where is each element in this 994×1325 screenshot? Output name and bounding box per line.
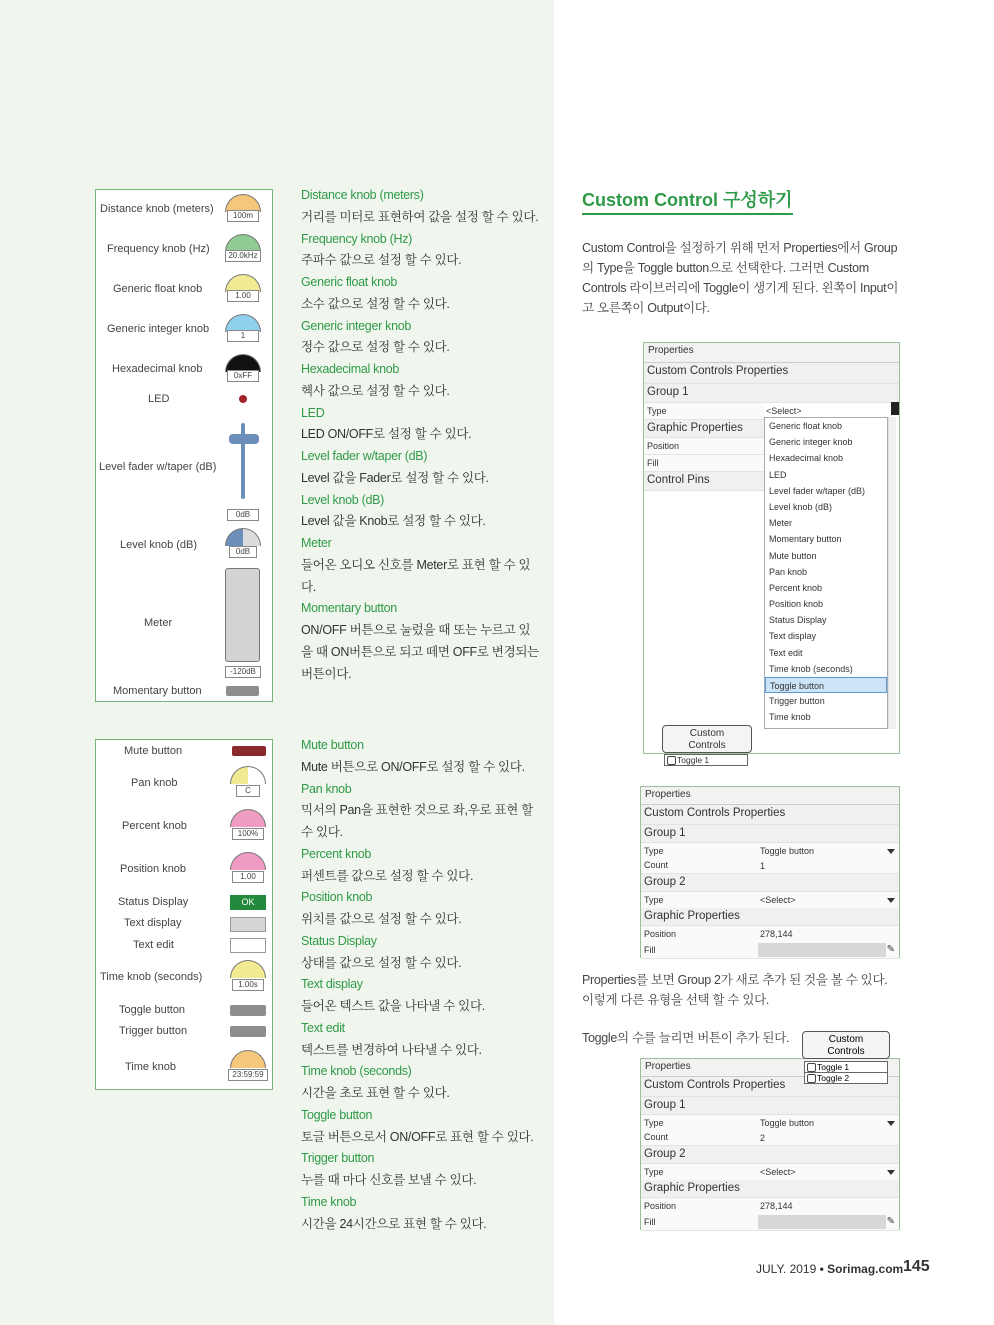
position-label: Position: [644, 1201, 677, 1211]
position-label: Position: [647, 441, 680, 451]
description-title: Hexadecimal knob: [301, 362, 400, 376]
controls-panel-2: [95, 739, 273, 1090]
control-label: Frequency knob (Hz): [107, 243, 210, 255]
dropdown-option[interactable]: Meter: [769, 518, 793, 529]
value-box: 100m: [227, 210, 259, 222]
percent-knob[interactable]: [230, 809, 266, 827]
description-text: 믹서의 Pan을 표현한 것으로 좌,우로 표현 할 수 있다.: [301, 803, 533, 839]
graphic-properties-label: Graphic Properties: [644, 420, 764, 438]
dropdown-arrow-icon[interactable]: [887, 849, 895, 854]
position-value[interactable]: 278,144: [760, 1201, 793, 1211]
value-box: 23:59:59: [228, 1069, 268, 1081]
description-text: 헥사 값으로 설정 할 수 있다.: [301, 383, 450, 398]
description-text: 주파수 값으로 설정 할 수 있다.: [301, 253, 462, 268]
control-label: Momentary button: [113, 685, 202, 697]
dropdown-option[interactable]: Momentary button: [769, 534, 842, 545]
dropdown-option[interactable]: Hexadecimal knob: [769, 453, 844, 464]
description-text: LED ON/OFF로 설정 할 수 있다.: [301, 427, 472, 442]
time-knob[interactable]: [230, 1050, 266, 1068]
group-label: Group 1: [641, 825, 899, 843]
description-title: Generic integer knob: [301, 318, 412, 333]
dropdown-arrow-icon[interactable]: [887, 898, 895, 903]
description-text: 퍼센트를 값으로 설정 할 수 있다.: [301, 868, 474, 883]
description-title: LED: [301, 405, 325, 420]
dropdown-option[interactable]: Level fader w/taper (dB): [769, 485, 866, 496]
dropdown-option[interactable]: Text display: [769, 631, 817, 642]
control-label: Text edit: [133, 939, 174, 951]
description-list-1: [301, 185, 541, 685]
dropdown-arrow-icon[interactable]: [887, 1170, 895, 1175]
article-paragraph: Toggle의 수를 늘리면 버튼이 추가 된다.: [582, 1031, 790, 1045]
footer-site: Sorimag.com: [827, 1262, 904, 1276]
value-box: 1.00: [232, 871, 264, 883]
article-paragraph: Properties를 보면 Group 2가 새로 추가 된 것을 볼 수 있다. 이렇게 다른 유형을 선택 할 수 있다.: [582, 973, 888, 1007]
toggle-button[interactable]: [230, 1005, 266, 1016]
description-text: 시간을 24시간으로 표현 할 수 있다.: [301, 1216, 487, 1231]
properties-screenshot-1: [643, 342, 900, 765]
description-title: Level knob (dB): [301, 492, 385, 507]
control-label: Level fader w/taper (dB): [99, 461, 217, 473]
description-title: Time knob (seconds): [301, 1064, 412, 1079]
description-text: 토글 버튼으로서 ON/OFF로 표현 할 수 있다.: [301, 1129, 534, 1144]
description-title: Meter: [301, 536, 332, 550]
type-value[interactable]: Toggle button: [760, 846, 815, 856]
description-title: Pan knob: [301, 781, 352, 796]
count-row: [641, 859, 899, 874]
toggle-pin[interactable]: Toggle 1: [664, 754, 748, 766]
value-box: C: [236, 785, 260, 797]
count-label: Count: [644, 1132, 669, 1142]
dropdown-scrollbar[interactable]: [888, 417, 896, 729]
position-row: [644, 438, 764, 455]
value-box: 1.00s: [232, 979, 264, 991]
controls-panel-1: [95, 189, 273, 702]
fill-label: Fill: [644, 1217, 656, 1227]
type-label: Type: [644, 1118, 664, 1128]
footer-bullet: •: [819, 1262, 824, 1276]
count-label: Count: [644, 860, 669, 870]
article-paragraph: Custom Control을 설정하기 위해 먼저 Properties에서 Group의 Type을 Toggle button으로 선택한다. 그러면 Custom Controls 라이브러리에 Toggle이 생기게 된다. 왼쪽이 Input이고 오른쪽이 Output이다.: [582, 241, 899, 315]
description-title: Time knob: [301, 1194, 357, 1209]
control-pins-label: Control Pins: [644, 472, 764, 491]
custom-controls-block[interactable]: [662, 725, 752, 753]
level-knob[interactable]: [225, 528, 261, 546]
properties-title: Custom Controls Properties: [641, 1077, 899, 1097]
description-list-2: [301, 735, 541, 1235]
control-label: Distance knob (meters): [100, 203, 214, 215]
control-label: Percent knob: [122, 820, 187, 832]
fill-swatch[interactable]: [758, 943, 886, 957]
description-text: 거리를 미터로 표현하여 값을 설정 할 수 있다.: [301, 209, 539, 224]
count-value[interactable]: 1: [760, 861, 766, 871]
description-text: Mute 버튼으로 ON/OFF로 설정 할 수 있다.: [301, 759, 525, 774]
fill-row: [644, 455, 764, 472]
type-dropdown-list[interactable]: [764, 417, 888, 729]
group-label: Group 2: [641, 1146, 899, 1164]
value-box: 1: [227, 330, 259, 342]
pan-knob[interactable]: [230, 766, 266, 784]
control-label: Text display: [124, 917, 182, 929]
trigger-button[interactable]: [230, 1026, 266, 1037]
description-title: Status Display: [301, 933, 377, 948]
count-value[interactable]: 2: [760, 1133, 766, 1143]
fill-swatch[interactable]: [758, 1215, 886, 1229]
dropdown-option[interactable]: Generic float knob: [769, 421, 843, 431]
dropdown-option[interactable]: Generic integer knob: [769, 437, 853, 448]
custom-controls-title: Controls: [827, 1046, 865, 1057]
dropdown-option[interactable]: Status Display: [769, 615, 827, 626]
description-text: 텍스트를 변경하여 나타낼 수 있다.: [301, 1042, 482, 1057]
description-title: Text edit: [301, 1020, 345, 1035]
type-value[interactable]: <Select>: [760, 895, 796, 905]
type-value[interactable]: <Select>: [760, 1167, 796, 1177]
control-label: Hexadecimal knob: [112, 363, 203, 375]
description-title: Momentary button: [301, 601, 397, 616]
fill-label: Fill: [644, 945, 656, 955]
properties-header: Properties: [644, 343, 899, 363]
position-value[interactable]: 278,144: [760, 929, 793, 939]
properties-title: Custom Controls Properties: [641, 805, 899, 825]
page-number: 145: [903, 1258, 930, 1275]
mute-button[interactable]: [232, 746, 266, 756]
description-text: Level 값을 Fader로 설정 할 수 있다.: [301, 470, 489, 485]
dropdown-arrow-icon[interactable]: [887, 1121, 895, 1126]
led-indicator[interactable]: [239, 395, 247, 403]
fader-handle[interactable]: [229, 434, 259, 444]
article-heading: Custom Control 구성하기: [582, 186, 793, 215]
description-title: Generic float knob: [301, 275, 398, 289]
type-label: Type: [644, 895, 664, 905]
value-box: 100%: [232, 828, 264, 840]
description-title: Distance knob (meters): [301, 188, 424, 202]
control-label: LED: [148, 393, 170, 405]
dropdown-option[interactable]: Pan knob: [769, 566, 808, 577]
custom-controls-title: Custom: [689, 728, 725, 739]
dropdown-option[interactable]: Level knob (dB): [769, 501, 833, 512]
count-row: [641, 1131, 899, 1146]
description-text: 상태를 값으로 설정 할 수 있다.: [301, 955, 462, 970]
description-text: 들어온 텍스트 값을 나타낼 수 있다.: [301, 999, 485, 1013]
description-text: 들어온 오디오 신호를 Meter로 표현 할 수 있다.: [301, 557, 531, 594]
custom-controls-title: Controls: [688, 740, 726, 751]
description-title: Level fader w/taper (dB): [301, 449, 428, 463]
dropdown-option[interactable]: Percent knob: [769, 582, 823, 593]
control-label: Meter: [144, 617, 173, 629]
group-label: Group 2: [641, 874, 899, 892]
custom-controls-block[interactable]: [802, 1031, 890, 1059]
value-box: 0dB: [227, 509, 259, 521]
fill-label: Fill: [647, 458, 659, 468]
control-label: Time knob (seconds): [100, 971, 203, 983]
graphic-properties-label: Graphic Properties: [641, 1180, 899, 1198]
text-display: [230, 917, 266, 932]
description-text: Level 값을 Knob로 설정 할 수 있다.: [301, 514, 486, 529]
eyedropper-icon[interactable]: ✎: [886, 1216, 895, 1227]
text-edit-field[interactable]: [230, 938, 266, 953]
type-row: [644, 403, 764, 420]
graphic-properties-label: Graphic Properties: [641, 908, 899, 926]
value-box: 0dB: [229, 546, 257, 558]
type-value[interactable]: <Select>: [766, 406, 802, 416]
dropdown-option[interactable]: Time knob: [769, 712, 811, 723]
control-label: Status Display: [118, 896, 189, 908]
properties-header: Properties: [641, 787, 899, 805]
dropdown-arrow-icon[interactable]: [891, 402, 899, 415]
type-label: Type: [644, 846, 664, 856]
control-label: Generic float knob: [113, 283, 203, 295]
description-title: Trigger button: [301, 1151, 375, 1166]
description-title: Position knob: [301, 890, 373, 905]
value-box: -120dB: [225, 666, 261, 678]
footer-date: JULY. 2019: [756, 1262, 817, 1276]
description-text: 누를 때 마다 신호를 보낼 수 있다.: [301, 1173, 477, 1187]
dropdown-option[interactable]: Position knob: [769, 599, 824, 610]
toggle-pin[interactable]: Toggle 2: [804, 1072, 888, 1084]
toggle-pin[interactable]: Toggle 1: [804, 1061, 888, 1073]
description-title: Percent knob: [301, 846, 372, 861]
eyedropper-icon[interactable]: ✎: [886, 944, 895, 955]
footer: [756, 1262, 903, 1276]
value-box: 1.00: [227, 290, 259, 302]
properties-title: Custom Controls Properties: [644, 363, 899, 384]
control-label: Toggle button: [119, 1004, 186, 1016]
momentary-button[interactable]: [226, 686, 259, 696]
meter-bar: [225, 568, 260, 662]
value-box: 20.0kHz: [225, 250, 261, 262]
dropdown-option[interactable]: Trigger button: [769, 696, 825, 707]
control-label: Mute button: [124, 745, 183, 757]
description-text: 시간을 초로 표현 할 수 있다.: [301, 1086, 450, 1100]
status-display: OK: [230, 895, 266, 910]
position-label: Position: [644, 929, 677, 939]
type-label: Type: [647, 406, 667, 416]
description-title: Text display: [301, 977, 363, 992]
description-title: Mute button: [301, 738, 364, 752]
dropdown-option[interactable]: Text edit: [769, 647, 803, 658]
properties-header: Properties: [641, 1059, 899, 1077]
control-label: Position knob: [120, 863, 187, 875]
group-label: Group 1: [644, 384, 899, 403]
control-label: Level knob (dB): [120, 539, 198, 551]
control-label: Trigger button: [119, 1025, 188, 1037]
dropdown-option[interactable]: Mute button: [769, 550, 817, 561]
description-text: 위치를 값으로 설정 할 수 있다.: [301, 912, 462, 926]
group-label: Group 1: [641, 1097, 899, 1115]
control-label: Pan knob: [131, 777, 178, 789]
value-box: 0xFF: [227, 370, 259, 382]
properties-screenshot-2: [640, 786, 900, 958]
time-seconds-knob[interactable]: [230, 960, 266, 978]
description-text: 정수 값으로 설정 할 수 있다.: [301, 340, 450, 355]
dropdown-option-selected[interactable]: Toggle button: [765, 677, 887, 693]
description-title: Toggle button: [301, 1107, 373, 1122]
dropdown-option[interactable]: Time knob (seconds): [769, 663, 853, 674]
position-knob[interactable]: [230, 852, 266, 870]
dropdown-option[interactable]: LED: [769, 469, 787, 480]
description-text: ON/OFF 버튼으로 눌렀을 때 또는 누르고 있을 때 ON버튼으로 되고 떼면 OFF로 변경되는 버튼이다.: [301, 623, 539, 681]
type-value[interactable]: Toggle button: [760, 1118, 815, 1128]
control-label: Generic integer knob: [107, 323, 210, 335]
custom-controls-title: Custom: [828, 1034, 864, 1045]
control-label: Time knob: [125, 1061, 176, 1073]
type-label: Type: [644, 1167, 664, 1177]
description-title: Frequency knob (Hz): [301, 231, 413, 246]
description-text: 소수 값으로 설정 할 수 있다.: [301, 296, 450, 311]
